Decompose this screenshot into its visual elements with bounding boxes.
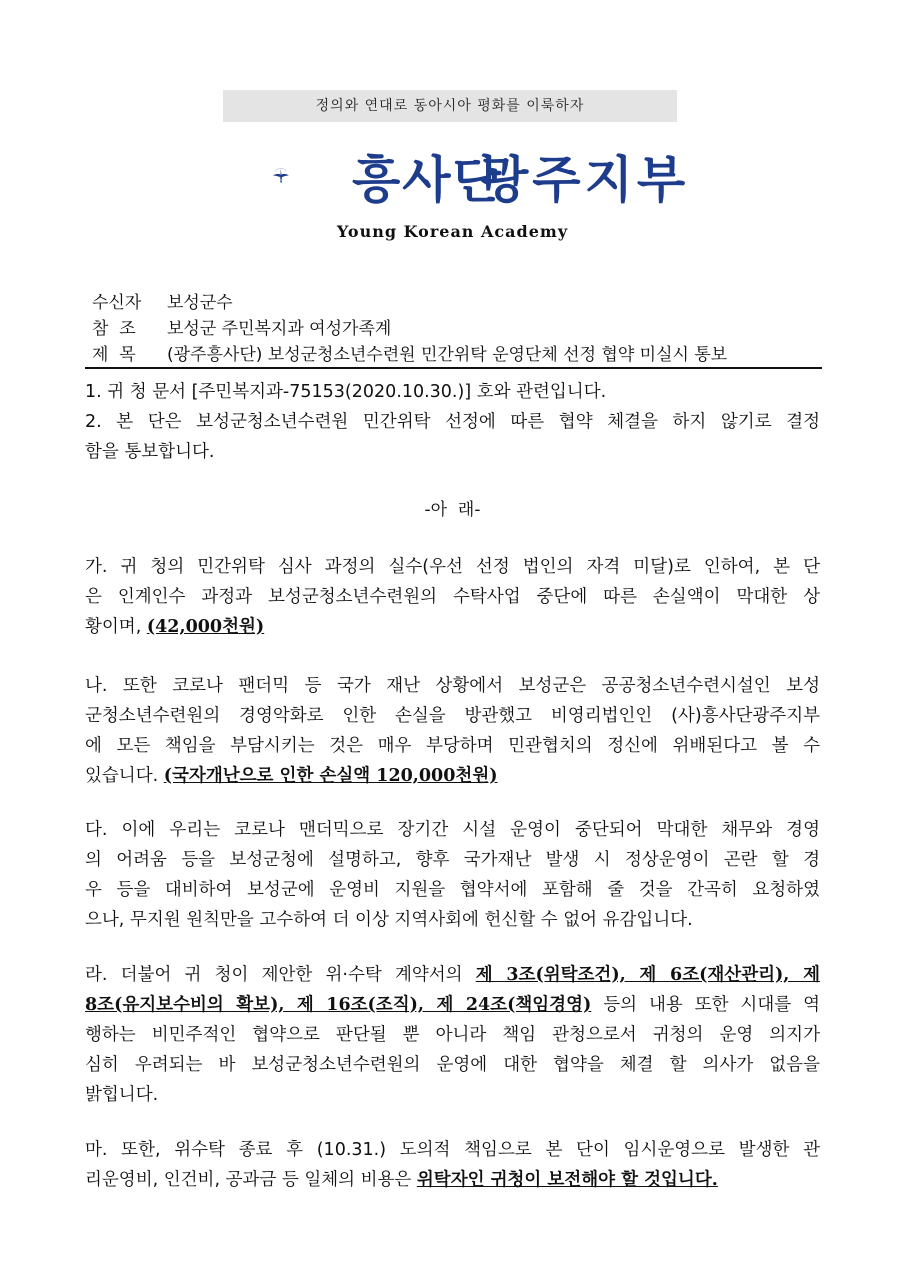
header-value: 보성군수 — [167, 293, 233, 313]
text-line — [85, 1135, 820, 1165]
emphasized-text: (국자개난으로 인한 손실액 120,000천원) — [163, 766, 498, 786]
section-ra — [85, 960, 820, 1110]
header-subject — [92, 340, 727, 365]
body-text: 의 어려움 등을 보성군청에 설명하고, 향후 국가재난 발생 시 정상운영이 곤란 할 경 — [85, 850, 820, 870]
intro-paragraphs — [85, 377, 820, 467]
body-text: 다. 이에 우리는 코로나 맨더믹으로 장기간 시설 운영이 중단되어 막대한 채무와 경영 — [85, 820, 820, 840]
body-text: 황이며, — [85, 617, 147, 637]
body-text: 으나, 무지원 원칙만을 고수하여 더 이상 지역사회에 헌신할 수 없어 유감입니다. — [85, 910, 693, 930]
body-text: 2. 본 단은 보성군청소년수련원 민간위탁 선정에 따른 협약 체결을 하지 않기로 결정 — [85, 412, 820, 432]
header-label: 참 조 — [92, 319, 136, 339]
text-line — [85, 671, 820, 701]
section-da — [85, 815, 820, 935]
header-reference — [92, 314, 391, 339]
body-text: 나. 또한 코로나 팬더믹 등 국가 재난 상황에서 보성군은 공공청소년수련시설인 보성 — [85, 676, 820, 696]
body-text: 행하는 비민주적인 협약으로 판단될 뿐 아니라 책임 관청으로서 귀청의 운영 의지가 — [85, 1025, 820, 1045]
body-text: 은 인계인수 과정과 보성군청소년수련원의 수탁사업 중단에 따른 손실액이 막대한 상 — [85, 587, 820, 607]
text-line — [85, 761, 820, 791]
section-ga — [85, 552, 820, 642]
text-line — [85, 990, 820, 1020]
body-text: 라. 더불어 귀 청이 제안한 위·수탁 계약서의 — [85, 965, 476, 985]
text-line — [85, 845, 820, 875]
body-text: 밝힙니다. — [85, 1085, 159, 1105]
text-line — [85, 407, 820, 437]
text-line — [85, 582, 820, 612]
header-label: 수신자 — [92, 293, 142, 313]
emphasized-text: (42,000천원) — [146, 617, 265, 637]
emphasized-text: 위탁자인 귀청이 보전해야 할 것입니다. — [416, 1170, 718, 1190]
text-line — [85, 612, 820, 642]
text-line — [85, 1080, 820, 1110]
emphasized-text: 8조(유지보수비의 확보), 제 16조(조직), 제 24조(책임경영) — [85, 995, 592, 1015]
body-text: 심히 우려되는 바 보성군청소년수련원의 운영에 대한 협약을 체결 할 의사가 없음을 — [85, 1055, 820, 1075]
org-english-name: Young Korean Academy — [336, 222, 569, 241]
text-line — [85, 377, 820, 407]
body-text: 군청소년수련원의 경영악화로 인한 손실을 방관했고 비영리법인인 (사)흥사단광주지부 — [85, 706, 820, 726]
body-text: 등의 내용 또한 시대를 역 — [591, 995, 820, 1015]
body-text: 가. 귀 청의 민간위탁 심사 과정의 실수(우선 선정 법인의 자격 미달)로 인하여, 본 단 — [85, 557, 820, 577]
header-recipient — [92, 288, 233, 313]
header-label: 제 목 — [92, 345, 136, 365]
body-text: 1. 귀 청 문서 [주민복지과-75153(2020.10.30.)] 호와 관련입니다. — [85, 382, 607, 402]
below-heading: -아 래- — [424, 500, 481, 520]
body-text: 우 등을 대비하여 보성군에 운영비 지원을 협약서에 포함해 줄 것을 간곡히 요청하였 — [85, 880, 820, 900]
text-line — [85, 437, 820, 467]
emphasized-text: 제 3조(위탁조건), 제 6조(재산관리), 제 — [475, 965, 820, 985]
logo-name: 흥사단 — [352, 151, 503, 209]
text-line — [85, 1050, 820, 1080]
text-line — [85, 701, 820, 731]
text-line — [85, 1165, 820, 1195]
bird-emblem-icon — [272, 135, 352, 215]
header-value: (광주흥사단) 보성군청소년수련원 민간위탁 운영단체 선정 협약 미실시 통보 — [167, 345, 728, 365]
slogan-banner: 정의와 연대로 동아시아 평화를 이룩하자 — [223, 90, 677, 122]
text-line — [85, 815, 820, 845]
body-text: 마. 또한, 위수탁 종료 후 (10.31.) 도의적 책임으로 본 단이 임시운영으로 발생한 관 — [85, 1140, 820, 1160]
body-text: 리운영비, 인건비, 공과금 등 일체의 비용은 — [85, 1170, 417, 1190]
text-line — [85, 875, 820, 905]
text-line — [85, 960, 820, 990]
body-text: 있습니다. — [85, 766, 164, 786]
body-text: 에 모든 책임을 부담시키는 것은 매우 부당하며 민관협치의 정신에 위배된다고 볼 수 — [85, 736, 820, 756]
section-na — [85, 671, 820, 791]
body-text: 함을 통보합니다. — [85, 442, 215, 462]
text-line — [85, 552, 820, 582]
header-divider — [85, 367, 822, 369]
header-value: 보성군 주민복지과 여성가족계 — [167, 319, 392, 339]
text-line — [85, 1020, 820, 1050]
text-line — [85, 731, 820, 761]
text-line — [85, 905, 820, 935]
section-ma — [85, 1135, 820, 1195]
logo-branch: 광주지부 — [480, 151, 690, 209]
